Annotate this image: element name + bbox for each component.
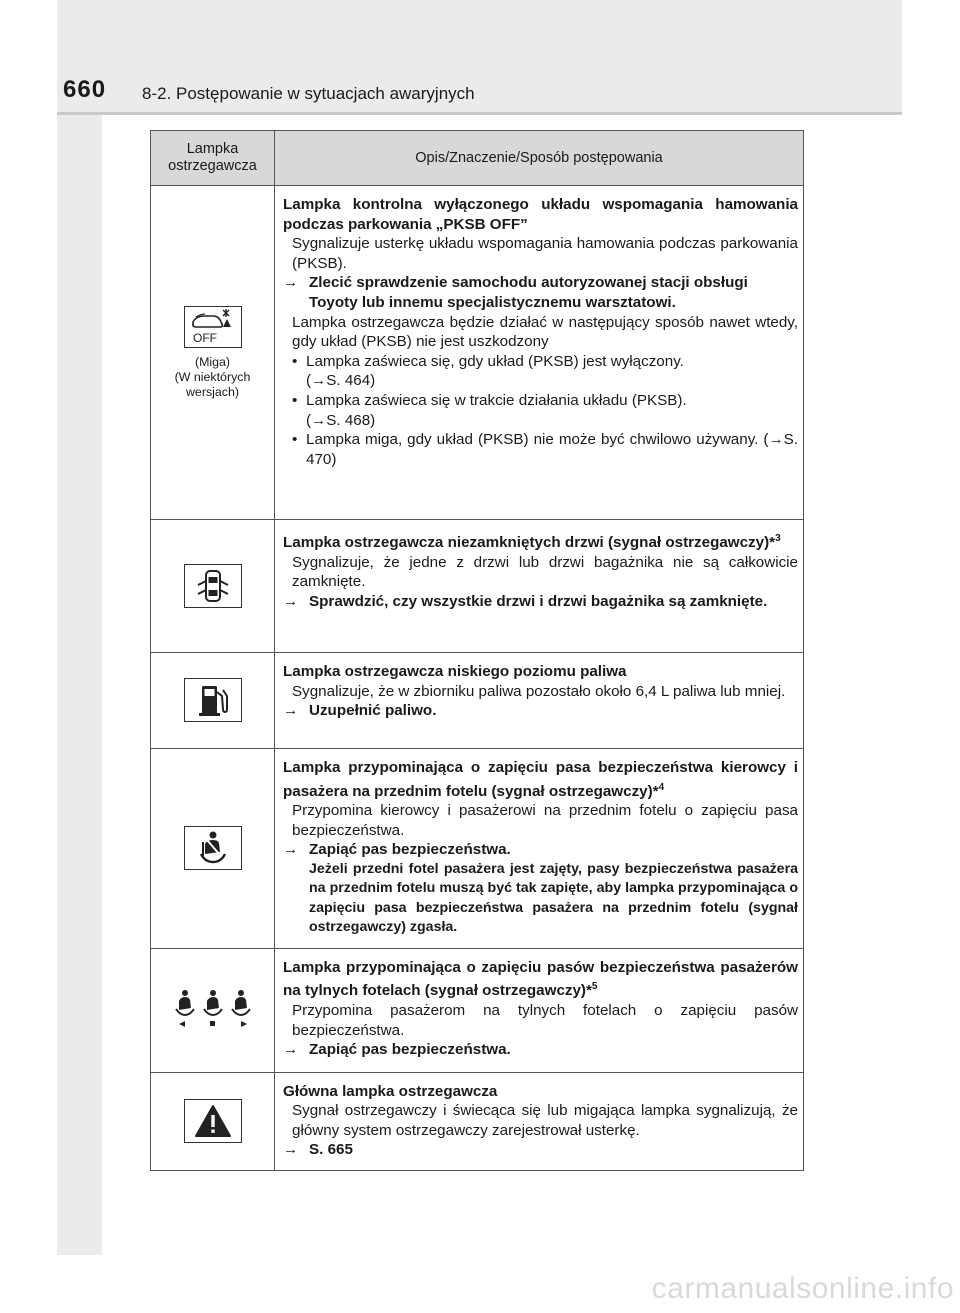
- rear-seatbelts-icon: [171, 988, 255, 1033]
- col-desc-header: Opis/Znaczenie/Sposób postępowania: [275, 131, 804, 186]
- lamp-cell: [151, 749, 275, 949]
- lamp-body: Sygnalizuje, że w zbiorniku paliwa pozostało około 6,4 L paliwa lub mniej.: [292, 682, 786, 700]
- lamp-cell: [151, 520, 275, 653]
- table-row: [151, 1072, 804, 1170]
- table-row: [151, 749, 804, 949]
- lamp-cell: [151, 186, 275, 520]
- lamp-title: Lampka kontrolna wyłączonego układu wspomagania hamowania podczas parkowania „PKSB OFF”: [283, 196, 798, 233]
- lamp-body: Przypomina pasażerom na tylnych fotelach o zapięciu pasów bezpieczeństwa.: [292, 1001, 798, 1039]
- description-cell: [275, 653, 804, 749]
- pksb-off-icon: [184, 306, 242, 348]
- lamp-title: Lampka ostrzegawcza niskiego poziomu paliwa: [283, 663, 627, 680]
- description-cell: [275, 749, 804, 949]
- fuel-pump-icon: [184, 678, 242, 722]
- bullet-item: • Lampka zaświeca się w trakcie działania układu (PKSB). (→S. 468): [292, 391, 687, 429]
- action-item: → Sprawdzić, czy wszystkie drzwi i drzwi bagażnika są zamknięte.: [283, 592, 768, 610]
- lamp-body-2: Lampka ostrzegawcza będzie działać w następujący sposób nawet wtedy, gdy układ (PKSB) nie jest uszkodzony: [292, 313, 798, 351]
- section-title: 8-2. Postępowanie w sytuacjach awaryjnych: [142, 84, 475, 103]
- page-number: 660: [63, 76, 107, 103]
- description-cell: [275, 186, 804, 520]
- master-warning-icon: [184, 1099, 242, 1143]
- lamp-body: Sygnalizuje usterkę układu wspomagania hamowania podczas parkowania (PKSB).: [292, 235, 798, 272]
- side-band: [57, 0, 102, 1255]
- action-item: → Uzupełnić paliwo.: [283, 702, 437, 720]
- svg-text:OFF: OFF: [192, 330, 217, 345]
- action-item: → S. 665: [283, 1141, 353, 1159]
- table-row: [151, 520, 804, 653]
- lamp-body: Sygnalizuje, że jedne z drzwi lub drzwi bagażnika nie są całkowicie zamknięte.: [292, 553, 798, 591]
- lamp-cell: [151, 1072, 275, 1170]
- action-item: → Zapiąć pas bezpieczeństwa.: [283, 1041, 511, 1059]
- warning-lamp-table: [150, 130, 804, 1171]
- bullet-item: • Lampka miga, gdy układ (PKSB) nie może być chwilowo używany. (→S. 470): [292, 431, 798, 468]
- seatbelt-icon: [184, 826, 242, 870]
- description-cell: [275, 948, 804, 1072]
- lamp-body: Sygnał ostrzegawczy i świecąca się lub migająca lampka sygnalizują, że główny system ostrzegawczy zarejestrował usterkę.: [292, 1102, 798, 1139]
- table-row: [151, 948, 804, 1072]
- bullet-item: • Lampka zaświeca się, gdy układ (PKSB) jest wyłączony. (→S. 464): [292, 352, 684, 390]
- table-header-row: [151, 131, 804, 186]
- lamp-cell: [151, 948, 275, 1072]
- lamp-body: Przypomina kierowcy i pasażerowi na przednim fotelu o zapięciu pasa bezpieczeństwa.: [292, 802, 798, 839]
- lamp-title: Lampka przypominająca o zapięciu pasa bezpieczeństwa kierowcy i pasażera na przednim fotelu (sygnał ostrzegawczy)*$^4$: [283, 759, 798, 800]
- lamp-caption: (Miga) (W niektórych wersjach): [174, 354, 251, 399]
- action-item: → Zapiąć pas bezpieczeństwa.: [283, 841, 511, 859]
- description-cell: [275, 1072, 804, 1170]
- open-door-icon: [184, 564, 242, 608]
- watermark: carmanualsonline.info: [651, 1272, 954, 1305]
- table-row: [151, 186, 804, 520]
- action-note: Jeżeli przedni fotel pasażera jest zajęty, pasy bezpieczeństwa pasażera na przednim fotelu muszą być tak zapięte, aby lampka przypominająca o zapięciu pasa bezpieczeństwa pasażera na przednim fotelu (sygnał ostrzegawczy) zgasła.: [309, 861, 798, 936]
- col-lamp-header: Lampka ostrzegawcza: [151, 131, 275, 186]
- action-item: → Zlecić sprawdzenie samochodu autoryzowanej stacji obsługi Toyoty lub innemu specjalistycznemu warsztatowi.: [283, 274, 748, 311]
- table-row: [151, 653, 804, 749]
- lamp-title: Lampka ostrzegawcza niezamkniętych drzwi (sygnał ostrzegawczy)*$^3$: [283, 533, 781, 552]
- description-cell: [275, 520, 804, 653]
- lamp-cell: [151, 653, 275, 749]
- lamp-title: Główna lampka ostrzegawcza: [283, 1082, 498, 1100]
- lamp-title: Lampka przypominająca o zapięciu pasów bezpieczeństwa pasażerów na tylnych fotelach (sygnał ostrzegawczy)*$^5$: [283, 958, 798, 1000]
